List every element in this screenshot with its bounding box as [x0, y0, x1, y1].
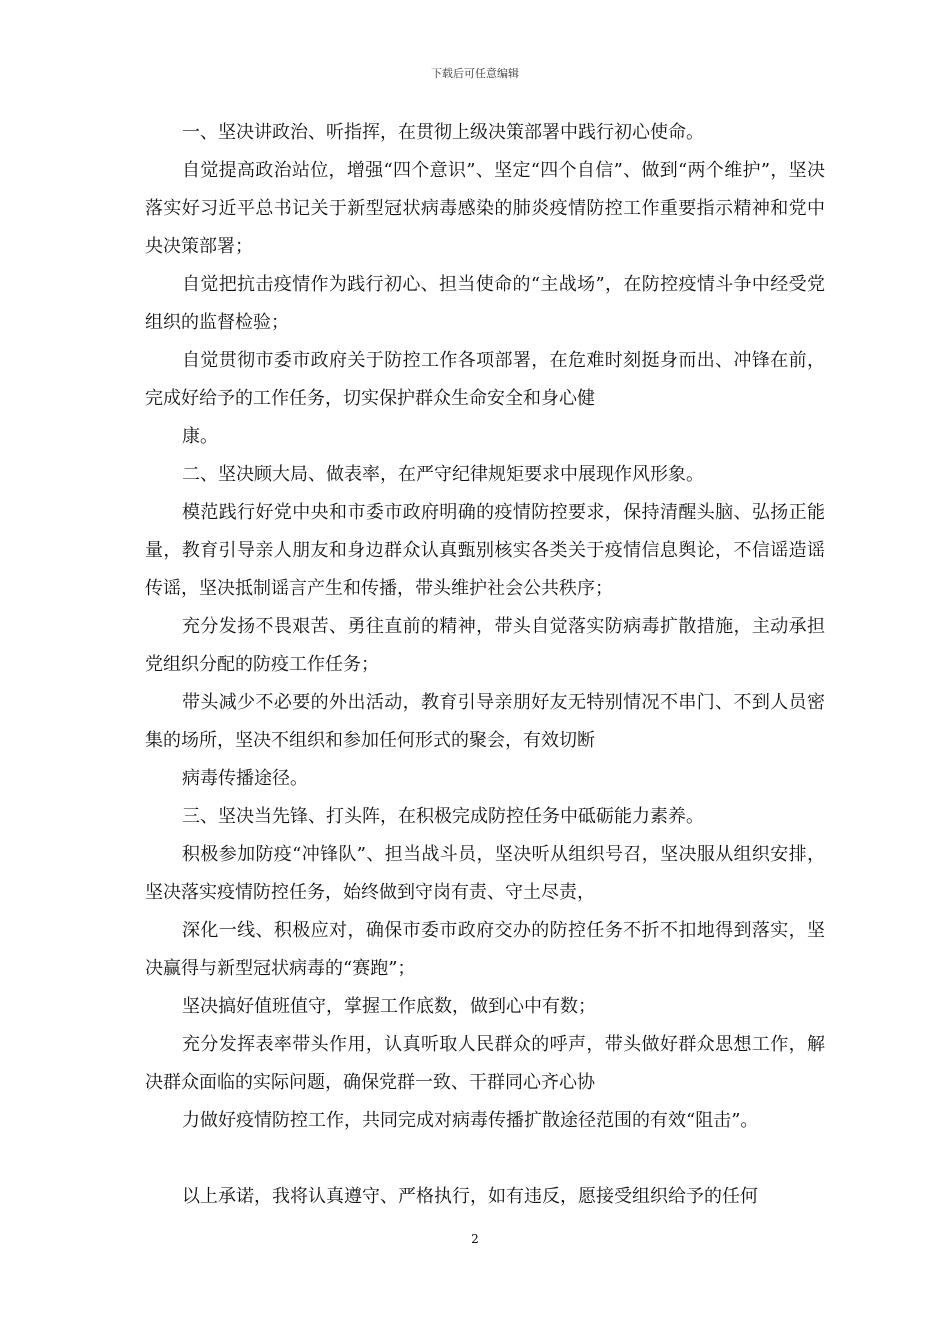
paragraph: 自觉贯彻市委市政府关于防控工作各项部署，在危难时刻挺身而出、冲锋在前，完成好给予的工作任务，切实保护群众生命安全和身心健 — [145, 350, 825, 409]
paragraph-section-two-heading: 二、坚决顾大局、做表率，在严守纪律规矩要求中展现作风形象。 — [182, 464, 704, 485]
paragraph-section-three-heading: 三、坚决当先锋、打头阵，在积极完成防控任务中砥砺能力素养。 — [182, 806, 704, 827]
page-header: 下载后可任意编辑 — [431, 67, 519, 80]
paragraph: 充分发挥表率带头作用，认真听取人民群众的呼声，带头做好群众思想工作，解决群众面临的实际问题，确保党群一致、干群同心齐心协 — [145, 1034, 825, 1093]
paragraph: 模范践行好党中央和市委市政府明确的疫情防控要求，保持清醒头脑、弘扬正能量，教育引导亲人朋友和身边群众认真甄别核实各类关于疫情信息舆论，不信谣造谣传谣，坚决抵制谣言产生和传播，带头维护社会公共秩序； — [145, 502, 825, 599]
paragraph: 自觉提高政治站位，增强“四个意识”、坚定“四个自信”、做到“两个维护”，坚决落实好习近平总书记关于新型冠状病毒感染的肺炎疫情防控工作重要指示精神和党中央决策部署； — [145, 160, 825, 257]
paragraph-section-one-heading: 一、坚决讲政治、听指挥，在贯彻上级决策部署中践行初心使命。 — [182, 122, 704, 143]
paragraph: 自觉把抗击疫情作为践行初心、担当使命的“主战场”，在防控疫情斗争中经受党组织的监督检验； — [145, 274, 825, 333]
paragraph: 坚决搞好值班值守，掌握工作底数，做到心中有数； — [182, 996, 596, 1017]
paragraph: 充分发扬不畏艰苦、勇往直前的精神，带头自觉落实防病毒扩散措施，主动承担党组织分配的防疫工作任务； — [145, 616, 825, 675]
blank-line — [145, 1140, 825, 1178]
paragraph: 病毒传播途径。 — [182, 768, 308, 789]
page-number: 2 — [471, 1232, 479, 1246]
paragraph: 康。 — [182, 426, 218, 447]
document-body — [145, 114, 825, 1216]
paragraph: 力做好疫情防控工作，共同完成对病毒传播扩散途径范围的有效“阻击”。 — [182, 1110, 759, 1131]
paragraph: 深化一线、积极应对，确保市委市政府交办的防控任务不折不扣地得到落实，坚决赢得与新型冠状病毒的“赛跑”； — [145, 920, 825, 979]
paragraph-closing: 以上承诺，我将认真遵守、严格执行，如有违反，愿接受组织给予的任何 — [182, 1186, 758, 1207]
paragraph: 带头减少不必要的外出活动，教育引导亲朋好友无特别情况不串门、不到人员密集的场所，坚决不组织和参加任何形式的聚会，有效切断 — [145, 692, 825, 751]
paragraph: 积极参加防疫“冲锋队”、担当战斗员，坚决听从组织号召，坚决服从组织安排，坚决落实疫情防控任务，始终做到守岗有责、守土尽责， — [145, 844, 825, 903]
